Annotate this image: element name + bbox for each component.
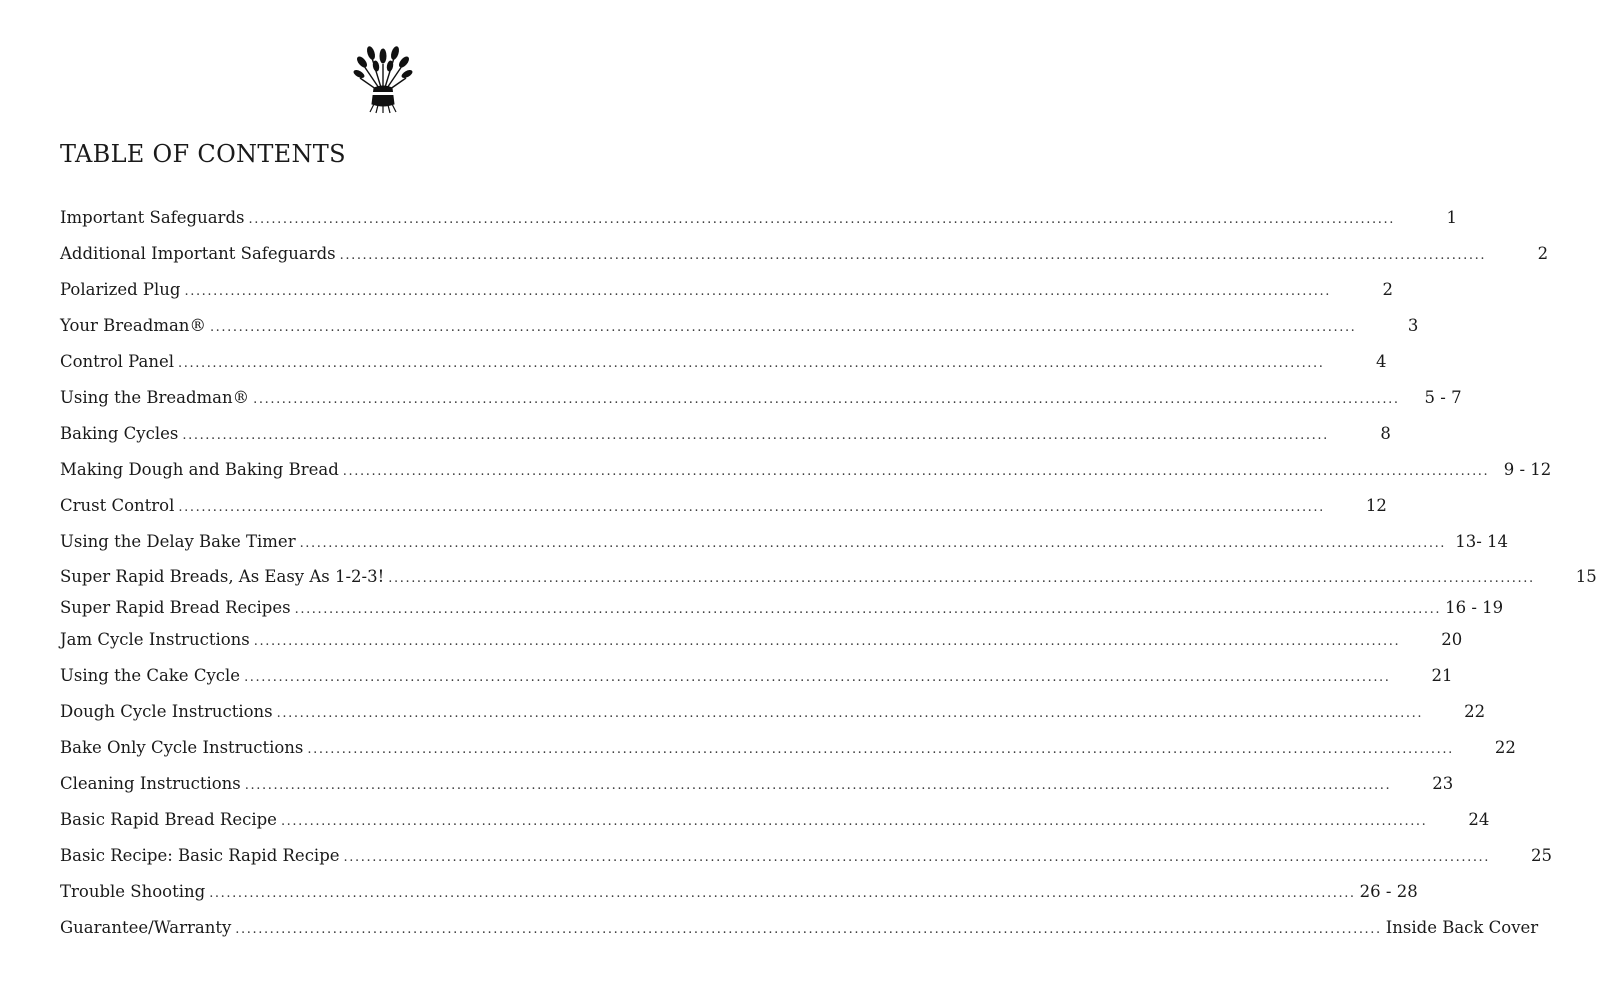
toc-entry-page: 9 - 12 [1503, 460, 1552, 479]
toc-entry-page: 8 [1380, 424, 1391, 443]
toc-entry-page: 4 [1376, 352, 1387, 371]
toc-entry-page: 22 [1494, 738, 1516, 757]
toc-entry-page: 5 - 7 [1424, 388, 1462, 407]
toc-leader-dots: ........................................................................................................................................................................................................ [294, 602, 1442, 617]
toc-leader-dots: ........................................................................................................................................................................................................ [253, 392, 1400, 407]
toc-leader-dots: ........................................................................................................................................................................................................ [299, 536, 1447, 551]
toc-entry-label: Your Breadman® [60, 316, 206, 335]
toc-entry-page: 12 [1365, 496, 1387, 515]
toc-entry [60, 666, 1453, 690]
toc-leader-dots: ........................................................................................................................................................................................................ [209, 320, 1357, 335]
toc-entry-label: Control Panel [60, 352, 175, 371]
toc-entry-label: Cleaning Instructions [60, 774, 241, 793]
toc-leader-dots: ........................................................................................................................................................................................................ [280, 814, 1428, 829]
toc-entry [60, 496, 1387, 520]
toc-entry [60, 774, 1454, 798]
toc-leader-dots: ........................................................................................................................................................................................................ [276, 706, 1424, 721]
toc-leader-dots: ........................................................................................................................................................................................................ [178, 500, 1325, 515]
page-title: TABLE OF CONTENTS [60, 140, 346, 168]
toc-entry-label: Using the Delay Bake Timer [60, 532, 296, 551]
toc-entry [60, 460, 1552, 484]
toc-entry-page: 26 - 28 [1359, 882, 1418, 901]
toc-entry-label: Super Rapid Breads, As Easy As 1-2-3! [60, 567, 385, 586]
toc-entry-label: Jam Cycle Instructions [60, 630, 250, 649]
toc-entry-page: Inside Back Cover [1385, 918, 1539, 937]
toc-entry-page: 2 [1537, 244, 1549, 263]
toc-leader-dots: ........................................................................................................................................................................................................ [248, 212, 1395, 227]
toc-entry-label: Additional Important Safeguards [60, 244, 336, 263]
toc-leader-dots: ........................................................................................................................................................................................................ [388, 571, 1535, 586]
toc-leader-dots: ........................................................................................................................................................................................................ [339, 248, 1487, 263]
toc-entry [60, 810, 1490, 834]
table-of-contents [60, 0, 1597, 1000]
toc-entry-page: 23 [1432, 774, 1454, 793]
toc-entry [60, 388, 1462, 412]
toc-leader-dots: ........................................................................................................................................................................................................ [307, 742, 1454, 757]
toc-entry [60, 738, 1516, 762]
toc-entry-label: Trouble Shooting [60, 882, 206, 901]
toc-entry [60, 280, 1393, 304]
toc-entry-page: 20 [1441, 630, 1463, 649]
toc-entry-page: 3 [1407, 316, 1419, 335]
toc-leader-dots: ........................................................................................................................................................................................................ [184, 284, 1331, 299]
toc-entry-label: Basic Recipe: Basic Rapid Recipe [60, 846, 340, 865]
toc-entry-page: 25 [1531, 846, 1553, 865]
toc-leader-dots: ........................................................................................................................................................................................................ [244, 670, 1391, 685]
toc-entry-label: Making Dough and Baking Bread [60, 460, 339, 479]
toc-entry-label: Important Safeguards [60, 208, 245, 227]
toc-entry [60, 567, 1597, 591]
toc-entry-label: Using the Cake Cycle [60, 666, 241, 685]
toc-entry-label: Bake Only Cycle Instructions [60, 738, 304, 757]
toc-entry [60, 598, 1504, 622]
toc-entry-page: 16 - 19 [1445, 598, 1504, 617]
toc-entry [60, 208, 1457, 232]
toc-entry-page: 15 [1575, 567, 1597, 586]
toc-entry [60, 882, 1418, 906]
toc-entry-label: Dough Cycle Instructions [60, 702, 273, 721]
toc-entry [60, 532, 1509, 556]
toc-leader-dots: ........................................................................................................................................................................................................ [253, 634, 1401, 649]
toc-entry-label: Baking Cycles [60, 424, 179, 443]
toc-entry-page: 1 [1446, 208, 1457, 227]
toc-entry-label: Crust Control [60, 496, 175, 515]
toc-entry [60, 630, 1463, 654]
toc-entry [60, 352, 1387, 376]
toc-entry [60, 424, 1391, 448]
toc-leader-dots: ........................................................................................................................................................................................................ [235, 922, 1382, 937]
toc-entry [60, 244, 1549, 268]
toc-leader-dots: ........................................................................................................................................................................................................ [209, 886, 1356, 901]
toc-leader-dots: ........................................................................................................................................................................................................ [244, 778, 1392, 793]
toc-entry [60, 702, 1486, 726]
toc-entry [60, 846, 1553, 870]
toc-leader-dots: ........................................................................................................................................................................................................ [342, 464, 1490, 479]
toc-entry-label: Guarantee/Warranty [60, 918, 232, 937]
toc-entry-page: 13- 14 [1455, 532, 1509, 551]
toc-entry-page: 2 [1382, 280, 1393, 299]
toc-entry-page: 21 [1431, 666, 1453, 685]
toc-entry-label: Basic Rapid Bread Recipe [60, 810, 277, 829]
toc-leader-dots: ........................................................................................................................................................................................................ [343, 850, 1491, 865]
toc-leader-dots: ........................................................................................................................................................................................................ [178, 356, 1325, 371]
toc-entry-label: Super Rapid Bread Recipes [60, 598, 291, 617]
toc-entry-label: Polarized Plug [60, 280, 181, 299]
toc-entry-page: 24 [1468, 810, 1490, 829]
toc-leader-dots: ........................................................................................................................................................................................................ [182, 428, 1329, 443]
toc-entry-page: 22 [1464, 702, 1486, 721]
toc-entry-label: Using the Breadman® [60, 388, 250, 407]
toc-entry [60, 316, 1419, 340]
toc-entry [60, 918, 1539, 942]
